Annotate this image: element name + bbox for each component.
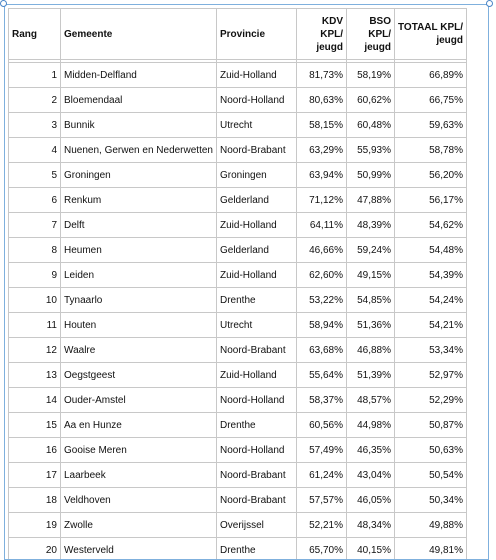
cell-provincie: Noord-Brabant [217,138,297,163]
table-row [9,163,467,188]
cell-gemeente: Leiden [61,263,217,288]
cell-provincie: Noord-Brabant [217,488,297,513]
table-row [9,413,467,438]
cell-gemeente: Laarbeek [61,463,217,488]
cell-rang: 19 [9,513,61,538]
cell-provincie: Zuid-Holland [217,63,297,88]
cell-provincie: Noord-Holland [217,388,297,413]
header-bso-line3: jeugd [364,41,391,53]
resize-handle-top-left[interactable] [0,0,7,7]
cell-provincie: Groningen [217,163,297,188]
table-row [9,388,467,413]
cell-kdv: 64,11% [297,213,347,238]
cell-provincie: Noord-Brabant [217,338,297,363]
cell-bso: 59,24% [347,238,395,263]
cell-bso: 60,48% [347,113,395,138]
cell-totaal: 50,34% [395,488,467,513]
table-body [9,60,467,560]
cell-bso: 46,35% [347,438,395,463]
cell-provincie: Drenthe [217,538,297,560]
table-row [9,63,467,88]
cell-gemeente: Oegstgeest [61,363,217,388]
cell-totaal: 66,89% [395,63,467,88]
cell-gemeente: Groningen [61,163,217,188]
header-kdv-line1: KDV [321,15,343,27]
cell-provincie: Utrecht [217,113,297,138]
cell-totaal: 66,75% [395,88,467,113]
table-row [9,313,467,338]
header-bso-line2: KPL/ [368,28,391,40]
cell-kdv: 60,56% [297,413,347,438]
header-bso-line1: BSO [369,15,391,27]
cell-totaal: 52,97% [395,363,467,388]
cell-rang: 11 [9,313,61,338]
cell-totaal: 50,87% [395,413,467,438]
cell-gemeente: Gooise Meren [61,438,217,463]
table-row [9,138,467,163]
cell-kdv: 71,12% [297,188,347,213]
cell-bso: 46,88% [347,338,395,363]
cell-kdv: 81,73% [297,63,347,88]
table-row [9,188,467,213]
cell-gemeente: Bloemendaal [61,88,217,113]
cell-kdv: 62,60% [297,263,347,288]
cell-rang: 9 [9,263,61,288]
cell-rang: 16 [9,438,61,463]
cell-totaal: 58,78% [395,138,467,163]
cell-rang: 3 [9,113,61,138]
cell-bso: 51,36% [347,313,395,338]
cell-rang: 2 [9,88,61,113]
cell-gemeente: Westerveld [61,538,217,560]
cell-gemeente: Aa en Hunze [61,413,217,438]
cell-rang: 7 [9,213,61,238]
cell-bso: 50,99% [347,163,395,188]
cell-bso: 40,15% [347,538,395,560]
cell-gemeente: Midden-Delfland [61,63,217,88]
cell-kdv: 58,94% [297,313,347,338]
cell-provincie: Zuid-Holland [217,263,297,288]
cell-rang: 14 [9,388,61,413]
table-row [9,463,467,488]
table-row [9,288,467,313]
table-row [9,488,467,513]
cell-rang: 5 [9,163,61,188]
cell-bso: 48,39% [347,213,395,238]
header-gemeente: Gemeente [61,9,217,60]
table-row [9,113,467,138]
cell-bso: 54,85% [347,288,395,313]
cell-provincie: Noord-Brabant [217,463,297,488]
cell-bso: 60,62% [347,88,395,113]
header-totaal [395,9,467,60]
cell-totaal: 54,62% [395,213,467,238]
header-row [9,9,467,60]
cell-bso: 44,98% [347,413,395,438]
table-row [9,538,467,560]
header-kdv [297,9,347,60]
cell-bso: 55,93% [347,138,395,163]
cell-provincie: Drenthe [217,288,297,313]
cell-gemeente: Delft [61,213,217,238]
cell-bso: 51,39% [347,363,395,388]
header-totaal-line1: TOTAAL KPL/ [398,22,463,33]
cell-kdv: 58,37% [297,388,347,413]
table-row [9,513,467,538]
cell-kdv: 52,21% [297,513,347,538]
resize-handle-top-right[interactable] [486,0,493,7]
header-totaal-line2: jeugd [436,35,463,46]
cell-kdv: 63,68% [297,338,347,363]
cell-gemeente: Waalre [61,338,217,363]
cell-rang: 10 [9,288,61,313]
cell-bso: 47,88% [347,188,395,213]
ranking-table [8,8,467,560]
cell-rang: 17 [9,463,61,488]
cell-totaal: 52,29% [395,388,467,413]
cell-rang: 15 [9,413,61,438]
cell-totaal: 54,21% [395,313,467,338]
header-kdv-line2: KPL/ [320,28,343,40]
cell-bso: 48,34% [347,513,395,538]
cell-gemeente: Zwolle [61,513,217,538]
header-bso [347,9,395,60]
cell-kdv: 65,70% [297,538,347,560]
cell-gemeente: Renkum [61,188,217,213]
cell-totaal: 54,39% [395,263,467,288]
table-row [9,363,467,388]
cell-totaal: 54,24% [395,288,467,313]
header-rang: Rang [9,9,61,60]
cell-bso: 43,04% [347,463,395,488]
cell-provincie: Gelderland [217,188,297,213]
cell-bso: 49,15% [347,263,395,288]
cell-provincie: Drenthe [217,413,297,438]
cell-rang: 6 [9,188,61,213]
cell-rang: 13 [9,363,61,388]
cell-rang: 1 [9,63,61,88]
cell-gemeente: Bunnik [61,113,217,138]
cell-gemeente: Veldhoven [61,488,217,513]
table-frame [4,4,489,560]
cell-provincie: Overijssel [217,513,297,538]
table-row [9,438,467,463]
cell-totaal: 49,88% [395,513,467,538]
cell-provincie: Utrecht [217,313,297,338]
table-row [9,238,467,263]
cell-kdv: 53,22% [297,288,347,313]
cell-kdv: 58,15% [297,113,347,138]
cell-bso: 58,19% [347,63,395,88]
cell-rang: 12 [9,338,61,363]
cell-provincie: Zuid-Holland [217,363,297,388]
cell-totaal: 56,20% [395,163,467,188]
cell-totaal: 56,17% [395,188,467,213]
table-row [9,88,467,113]
cell-totaal: 50,54% [395,463,467,488]
cell-totaal: 49,81% [395,538,467,560]
cell-kdv: 57,57% [297,488,347,513]
cell-totaal: 53,34% [395,338,467,363]
cell-rang: 20 [9,538,61,560]
cell-kdv: 46,66% [297,238,347,263]
cell-gemeente: Tynaarlo [61,288,217,313]
cell-gemeente: Ouder-Amstel [61,388,217,413]
cell-kdv: 80,63% [297,88,347,113]
table-row [9,338,467,363]
cell-bso: 46,05% [347,488,395,513]
cell-rang: 4 [9,138,61,163]
cell-gemeente: Heumen [61,238,217,263]
cell-totaal: 59,63% [395,113,467,138]
cell-kdv: 63,94% [297,163,347,188]
cell-rang: 18 [9,488,61,513]
cell-provincie: Zuid-Holland [217,213,297,238]
cell-kdv: 61,24% [297,463,347,488]
cell-totaal: 50,63% [395,438,467,463]
header-kdv-line3: jeugd [316,41,343,53]
table-row [9,263,467,288]
cell-kdv: 57,49% [297,438,347,463]
cell-provincie: Noord-Holland [217,88,297,113]
cell-bso: 48,57% [347,388,395,413]
table-row [9,213,467,238]
cell-rang: 8 [9,238,61,263]
cell-gemeente: Nuenen, Gerwen en Nederwetten [61,138,217,163]
cell-kdv: 55,64% [297,363,347,388]
cell-totaal: 54,48% [395,238,467,263]
cell-gemeente: Houten [61,313,217,338]
cell-kdv: 63,29% [297,138,347,163]
cell-provincie: Gelderland [217,238,297,263]
cell-provincie: Noord-Holland [217,438,297,463]
header-provincie: Provincie [217,9,297,60]
